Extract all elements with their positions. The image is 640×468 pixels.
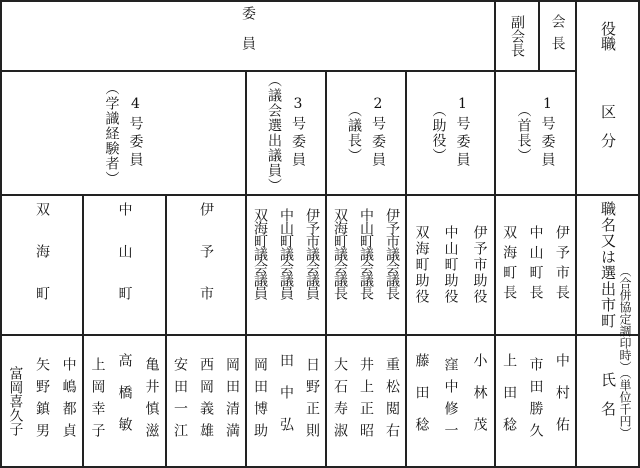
- posts-c3: 伊予市議会議長 中山町議会議長 双海町議会議長: [332, 208, 400, 299]
- iin-header: 委員: [240, 6, 256, 66]
- category-c2: 1号委員 （助役）: [430, 96, 471, 170]
- posts-c2: 伊予市助役 中山町助役 双海町助役: [413, 225, 488, 305]
- kubun-header: 区分: [599, 104, 617, 162]
- names-c4: 日野正則 田中弘 岡田博助: [252, 353, 320, 449]
- kaicho-header: 会長: [549, 14, 566, 58]
- posts-c4: 伊予市議会議員 中山町議会議員 双海町議会議員: [252, 208, 320, 299]
- yakushoku-header: 役職: [599, 21, 617, 51]
- names-c3: 重松閲右 井上正昭 大石寿淑: [332, 357, 400, 445]
- category-c3: 2号委員 （議長）: [346, 96, 386, 170]
- names-c2: 小林茂 窪中修一 藤田稔: [413, 353, 488, 449]
- names-futami: 中嶋都貞 矢野鎮男 富岡喜久子: [7, 357, 77, 445]
- area-futami: 双海町: [34, 202, 50, 328]
- side-note: （合併協定調印時）（単位千円）: [618, 265, 632, 439]
- posts-c1: 伊予市長 中山町長 双海町長: [501, 225, 570, 305]
- category-c5: 4号委員 （学識経験者）: [103, 80, 144, 186]
- category-c4: 3号委員 （議会選出議員）: [266, 73, 306, 193]
- shokumei-header: 職名又は選出市町: [599, 201, 617, 329]
- area-nakayama: 中山町: [116, 202, 133, 328]
- shimei-header: 氏名: [599, 372, 617, 430]
- names-c1: 中村佑 市田勝久 上田稔: [501, 353, 570, 449]
- area-iyo: 伊予市: [198, 202, 214, 328]
- names-nakayama: 亀井慎滋 高橋敏 上岡幸子: [89, 353, 160, 449]
- category-c1: 1号委員 （首長）: [515, 96, 556, 170]
- names-iyo: 岡田清満 西岡義雄 安田一江: [172, 357, 240, 445]
- fukukaicho-header: 副会長: [509, 15, 525, 57]
